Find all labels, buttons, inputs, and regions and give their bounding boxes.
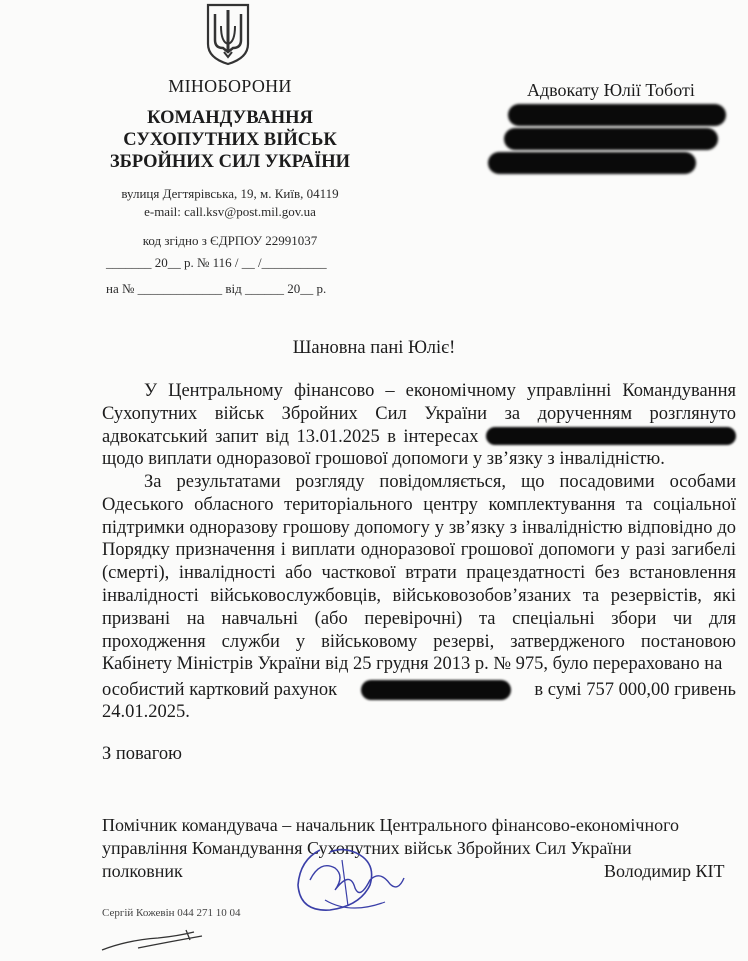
email: e-mail: call.ksv@post.mil.gov.ua (144, 204, 316, 219)
closing: З повагою (102, 744, 182, 764)
paragraph-2: За результатами розгляду повідомляється, що посадовими особами Одеського обласного територіального центру комплектування та соціальної підтримки одноразову грошову допомогу у зв’язку з інвалідністю відповідно до Порядку призначення і виплати одноразової грошової допомоги у разі загибелі (смерті), інвалідності або часткової втрати працездатності без встановлення інвалідності військовослужбовців, військовозобов’язаних та резервістів, які призвані на навчальні (або перевірочні) та спеціальні збори чи для проходження служби у військовому резерві, затвердженого постановою Кабінету Міністрів України від 25 грудня 2013 р. № 975, було перераховано на (102, 472, 736, 675)
reply-to-line: на № _____________ від ______ 20__ р. (106, 281, 327, 296)
paragraph-1-end: щодо виплати одноразової грошової допомоги у зв’язку з інвалідністю. (102, 449, 665, 470)
command-title-line2: СУХОПУТНИХ ВІЙСЬК (123, 130, 337, 150)
signatory-rank: полковник (102, 861, 183, 881)
coat-of-arms-icon (205, 2, 251, 66)
command-title-line1: КОМАНДУВАННЯ (147, 108, 313, 128)
recipient-redaction-3 (488, 152, 696, 174)
signatory-position-line1: Помічник командувача – начальник Центрального фінансово-економічного (102, 815, 680, 835)
signatory-name: Володимир КІТ (604, 861, 725, 881)
command-title (100, 107, 360, 173)
reference-number-line: _______ 20__ р. № 116 / __ /__________ (106, 255, 327, 270)
payment-date: 24.01.2025. (102, 702, 190, 722)
client-name-redaction (486, 427, 736, 445)
salutation: Шановна пані Юліє! (292, 338, 456, 358)
payment-amount: в сумі 757 000,00 гривень (534, 680, 736, 700)
ministry-name: МІНОБОРОНИ (168, 76, 292, 96)
handwritten-signature-icon (290, 840, 410, 920)
command-title-line3: ЗБРОЙНИХ СИЛ УКРАЇНИ (109, 152, 351, 172)
paragraph-2-tail (102, 679, 736, 702)
initials-scribble-icon (98, 926, 208, 956)
executor-contact: Сергій Кожевін 044 271 10 04 (102, 907, 241, 919)
recipient-redaction-2 (504, 128, 718, 150)
paragraph-1 (102, 380, 736, 471)
recipient-name: Адвокату Юлії Тоботі (527, 80, 695, 100)
paragraph-1-text: У Центральному фінансово – економічному управлінні Командування Сухопутних військ Збройних Сил України за дорученням розглянуто адвокатський запит від 13.01.2025 в інтересах (102, 381, 736, 447)
recipient-redaction-1 (508, 104, 726, 126)
edrpou-code: код згідно з ЄДРПОУ 22991037 (142, 233, 318, 248)
account-number-redaction (361, 680, 511, 700)
account-label: особистий картковий рахунок (102, 680, 338, 700)
signatory-position-line2: управління Командування Сухопутних військ Збройних Сил України (102, 838, 632, 858)
address: вулиця Дегтярівська, 19, м. Київ, 04119 (121, 186, 339, 201)
